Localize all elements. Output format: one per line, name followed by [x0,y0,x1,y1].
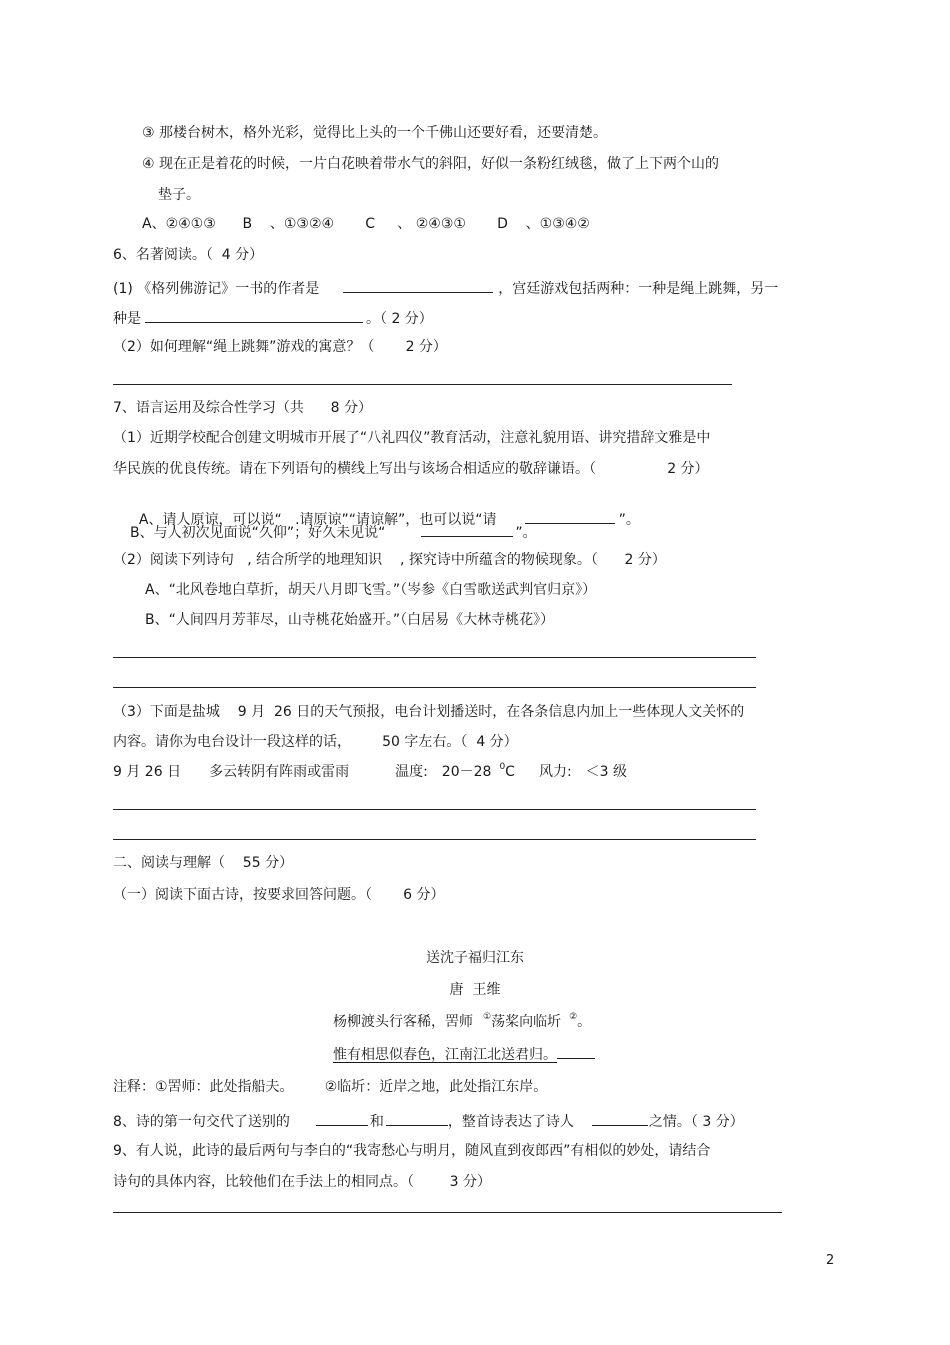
q7-part1-b [130,521,537,542]
q5-options: A、②④①③ B 、①③②④ C 、 ②④③① D 、①③④② [142,216,590,232]
q7-part1-a-prefix: A、请人原谅，可以说“ .请原谅”“请谅解”，也可以说“请 [138,512,497,528]
poem-line2 [333,1046,595,1064]
q7-weather-forecast [113,763,627,783]
q6-part1-line2-suffix: 。（ 2 分） [366,311,433,327]
q7-part3-answer-line-2[interactable] [113,839,756,840]
q8-prefix: 8、诗的第一句交代了送别的 [113,1114,290,1130]
weather-wind-label: 风力: [538,764,572,780]
q7-part1-b-suffix: ”。 [515,525,537,541]
q7-part2-answer-line-1[interactable] [113,657,756,658]
poem-note-2-marker: ② [569,1012,578,1022]
q6-part2: （2）如何理解“绳上跳舞”游戏的寓意？（ 2 分） [113,339,447,355]
q7-part2: （2）阅读下列诗句 , 结合所学的地理知识 , 探究诗中所蕴含的物候现象。（ 2 分） [113,552,666,568]
q8-suffix: 之情。（ 3 分） [648,1114,744,1130]
q7-part3-answer-line-1[interactable] [113,809,756,810]
q6-part1-prefix: (1) 《格列佛游记》一书的作者是 [113,281,320,297]
q9-line1: 9、有人说，此诗的最后两句与李白的“我寄愁心与明月，随风直到夜郎西”有相似的妙处，请结合 [113,1143,711,1159]
q6-title: 6、名著阅读。（ 4 分） [113,247,264,263]
weather-wind: ＜3 级 [585,764,628,780]
weather-temp: 20－28 [441,764,492,780]
q8 [113,1110,744,1131]
q5-item4-line2: 垫子。 [158,187,200,203]
q6-part1-line2-prefix: 种是 [113,311,141,327]
poem-line1-a: 杨柳渡头行客稀，罟师 [333,1014,473,1030]
q6-author-blank[interactable] [343,277,493,293]
q7-part1-a-suffix: ”。 [618,512,640,528]
q7-part3-line1: （3）下面是盐城 9 月 26 日的天气预报，电台计划播送时，在各条信息内加上一些体现人文关怀的 [113,704,745,720]
q8-blank-1[interactable] [316,1110,368,1126]
page-number: 2 [826,1253,835,1268]
weather-description: 多云转阴有阵雨或雷雨 [209,764,350,780]
poem-line2-text: 惟有相思似春色，江南江北送君归。 [333,1047,557,1063]
q6-part1 [113,277,778,298]
q8-mid1: 和 [369,1114,384,1130]
poem-line1-b: 荡桨向临圻 [491,1014,562,1030]
section2-sub1: （一）阅读下面古诗，按要求回答问题。（ 6 分） [113,887,445,903]
q6-part1-line2 [113,307,433,328]
weather-temp-label: 温度: [395,764,428,780]
q6-game-blank[interactable] [145,307,363,323]
poem-line2-underline-tail [557,1046,595,1059]
q7-part1-line1: （1）近期学校配合创建文明城市开展了“八礼四仪”教育活动，注意礼貌用语、讲究措辞文雅是中 [113,430,711,446]
weather-unit: C [505,764,515,780]
q8-blank-2[interactable] [386,1110,448,1126]
q8-blank-3[interactable] [592,1110,648,1126]
q9-answer-line[interactable] [113,1212,782,1213]
q6-part1-suffix: ，宫廷游戏包括两种：一种是绳上跳舞，另一 [498,281,779,297]
q7-part2-b: B、“人间四月芳菲尽，山寺桃花始盛开。”（白居易《大林寺桃花》） [145,612,555,628]
q7-b-blank[interactable] [421,521,513,537]
q7-part2-answer-line-2[interactable] [113,687,756,688]
weather-date: 9 月 26 日 [113,764,182,780]
q7-part3-line2: 内容。请你为电台设计一段这样的话， 50 字左右。（ 4 分） [113,734,518,750]
q5-item4-line1: ④ 现在正是着花的时候，一片白花映着带水气的斜阳，好似一条粉红绒毯，做了上下两个山的 [142,156,719,172]
poem-note-1-marker: ① [483,1012,492,1022]
q7-part2-a: A、“北风卷地白草折，胡天八月即飞雪。”（岑参《白雪歌送武判官归京》） [145,582,597,598]
poem-title: 送沈子福归江东 [426,950,524,966]
q8-mid2: ，整首诗表达了诗人 [447,1114,574,1130]
q6-answer-line[interactable] [113,384,732,385]
q7-title: 7、语言运用及综合性学习（共 8 分） [113,400,372,416]
weather-degree: 0 [499,762,506,772]
poem-notes: 注释：①罟师：此处指船夫。 ②临圻：近岸之地，此处指江东岸。 [113,1079,548,1095]
q9-line2: 诗句的具体内容，比较他们在手法上的相同点。（ 3 分） [113,1174,491,1190]
section2-title: 二、阅读与理解（ 55 分） [113,855,294,871]
q7-part1-line2: 华民族的优良传统。请在下列语句的横线上写出与该场合相适应的敬辞谦语。（ 2 分） [113,461,709,477]
q7-part1-b-prefix: B、与人初次见面说“久仰”；好久未见说“ [130,525,386,541]
q7-a-blank[interactable] [525,508,615,524]
poem-line1 [333,1013,591,1033]
poem-line1-c: 。 [577,1014,592,1030]
q5-item3: ③ 那楼台树木，格外光彩，觉得比上头的一个千佛山还要好看，还要清楚。 [142,125,607,141]
poem-author: 唐 王维 [449,982,501,998]
